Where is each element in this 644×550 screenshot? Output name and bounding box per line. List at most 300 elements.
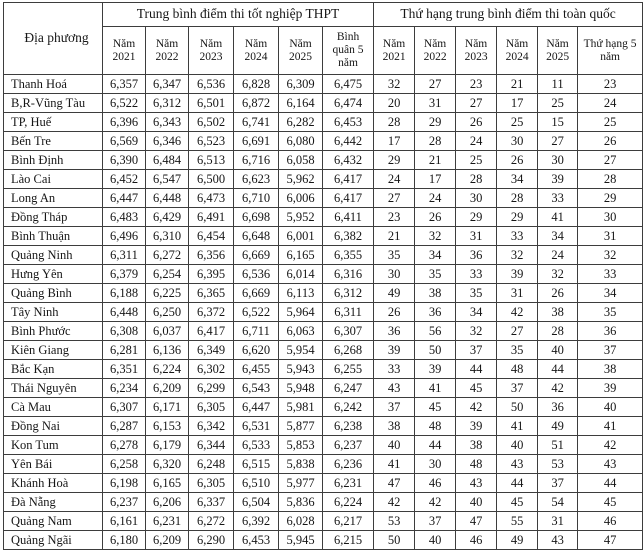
table-row — [4, 360, 643, 379]
rank-average-cell: 39 — [578, 379, 643, 398]
score-average-cell: 6,268 — [323, 341, 374, 360]
score-cell: 6,171 — [146, 398, 189, 417]
rank-average-cell: 42 — [578, 436, 643, 455]
score-cell: 6,513 — [189, 151, 234, 170]
province-cell: Đồng Nai — [4, 417, 103, 436]
rank-cell: 39 — [374, 341, 415, 360]
rank-cell: 34 — [456, 303, 497, 322]
score-average-cell: 6,316 — [323, 265, 374, 284]
score-cell: 6,037 — [146, 322, 189, 341]
rank-average-cell: 35 — [578, 303, 643, 322]
score-cell: 6,741 — [234, 113, 279, 132]
rank-cell: 49 — [497, 531, 538, 550]
province-cell: Bắc Kạn — [4, 360, 103, 379]
score-cell: 6,356 — [189, 246, 234, 265]
rank-cell: 31 — [538, 512, 578, 531]
rank-average-cell: 33 — [578, 265, 643, 284]
score-cell: 6,161 — [103, 512, 146, 531]
score-average-cell: 6,255 — [323, 360, 374, 379]
province-cell: Long An — [4, 189, 103, 208]
score-cell: 6,006 — [279, 189, 323, 208]
score-cell: 6,063 — [279, 322, 323, 341]
rank-cell: 27 — [415, 75, 456, 94]
rank-cell: 17 — [415, 170, 456, 189]
rank-average-cell: 40 — [578, 398, 643, 417]
rank-cell: 55 — [497, 512, 538, 531]
score-cell: 6,308 — [103, 322, 146, 341]
rank-cell: 41 — [538, 208, 578, 227]
score-cell: 5,977 — [279, 474, 323, 493]
table-row — [4, 132, 643, 151]
rank-cell: 40 — [374, 436, 415, 455]
rank-cell: 43 — [497, 455, 538, 474]
score-cell: 6,716 — [234, 151, 279, 170]
rank-cell: 46 — [456, 531, 497, 550]
rank-cell: 42 — [415, 493, 456, 512]
rank-cell: 27 — [374, 189, 415, 208]
rank-cell: 36 — [374, 322, 415, 341]
score-average-cell: 6,231 — [323, 474, 374, 493]
score-average-cell: 6,242 — [323, 398, 374, 417]
rank-cell: 42 — [374, 493, 415, 512]
score-average-cell: 6,417 — [323, 189, 374, 208]
rank-cell: 38 — [456, 436, 497, 455]
score-average-cell: 6,224 — [323, 493, 374, 512]
column-header-score-average: Bình quân 5 năm — [323, 27, 374, 75]
rank-cell: 49 — [538, 417, 578, 436]
province-cell: Kon Tum — [4, 436, 103, 455]
score-cell: 6,515 — [234, 455, 279, 474]
score-cell: 6,164 — [279, 94, 323, 113]
rank-cell: 21 — [497, 75, 538, 94]
score-cell: 6,136 — [146, 341, 189, 360]
score-cell: 6,547 — [146, 170, 189, 189]
column-header-rank-year-2021: Năm 2021 — [374, 27, 415, 75]
rank-cell: 48 — [415, 417, 456, 436]
column-header-province: Địa phương — [4, 3, 103, 75]
column-header-rank-year-2022: Năm 2022 — [415, 27, 456, 75]
rank-cell: 24 — [456, 132, 497, 151]
rank-average-cell: 45 — [578, 493, 643, 512]
score-cell: 6,344 — [189, 436, 234, 455]
rank-average-cell: 30 — [578, 208, 643, 227]
rank-cell: 41 — [497, 417, 538, 436]
rank-cell: 29 — [415, 113, 456, 132]
rank-cell: 30 — [374, 265, 415, 284]
rank-cell: 35 — [374, 246, 415, 265]
score-average-cell: 6,237 — [323, 436, 374, 455]
rank-cell: 28 — [374, 113, 415, 132]
column-header-rank-year-2024: Năm 2024 — [497, 27, 538, 75]
province-cell: Yên Bái — [4, 455, 103, 474]
rank-cell: 32 — [538, 265, 578, 284]
score-average-cell: 6,442 — [323, 132, 374, 151]
rank-cell: 36 — [538, 398, 578, 417]
table-row — [4, 189, 643, 208]
score-average-cell: 6,382 — [323, 227, 374, 246]
score-cell: 6,254 — [146, 265, 189, 284]
score-cell: 6,198 — [103, 474, 146, 493]
score-cell: 6,484 — [146, 151, 189, 170]
score-cell: 6,302 — [189, 360, 234, 379]
score-cell: 6,447 — [103, 189, 146, 208]
province-cell: Bình Phước — [4, 322, 103, 341]
rank-cell: 44 — [456, 360, 497, 379]
rank-cell: 27 — [456, 94, 497, 113]
score-cell: 6,447 — [234, 398, 279, 417]
score-average-cell: 6,453 — [323, 113, 374, 132]
score-cell: 6,379 — [103, 265, 146, 284]
column-header-score-year-2025: Năm 2025 — [279, 27, 323, 75]
province-cell: Thanh Hoá — [4, 75, 103, 94]
rank-cell: 25 — [456, 151, 497, 170]
rank-cell: 56 — [415, 322, 456, 341]
rank-cell: 23 — [374, 208, 415, 227]
rank-cell: 34 — [415, 246, 456, 265]
score-cell: 6,237 — [103, 493, 146, 512]
score-average-cell: 6,247 — [323, 379, 374, 398]
score-cell: 5,952 — [279, 208, 323, 227]
rank-cell: 31 — [456, 227, 497, 246]
score-cell: 5,964 — [279, 303, 323, 322]
score-average-cell: 6,312 — [323, 284, 374, 303]
score-cell: 6,224 — [146, 360, 189, 379]
group-header-row — [4, 3, 643, 27]
score-average-cell: 6,411 — [323, 208, 374, 227]
column-header-score-year-2021: Năm 2021 — [103, 27, 146, 75]
rank-average-cell: 41 — [578, 417, 643, 436]
score-cell: 6,504 — [234, 493, 279, 512]
rank-average-cell: 37 — [578, 341, 643, 360]
province-cell: Thái Nguyên — [4, 379, 103, 398]
table-row — [4, 398, 643, 417]
score-cell: 5,962 — [279, 170, 323, 189]
rank-cell: 32 — [456, 322, 497, 341]
score-cell: 6,188 — [103, 284, 146, 303]
score-average-cell: 6,475 — [323, 75, 374, 94]
score-cell: 6,320 — [146, 455, 189, 474]
rank-cell: 37 — [456, 341, 497, 360]
rank-cell: 53 — [538, 455, 578, 474]
score-cell: 6,231 — [146, 512, 189, 531]
score-cell: 6,483 — [103, 208, 146, 227]
score-cell: 6,209 — [146, 379, 189, 398]
score-cell: 6,623 — [234, 170, 279, 189]
table-row — [4, 341, 643, 360]
province-cell: Khánh Hoà — [4, 474, 103, 493]
score-cell: 6,390 — [103, 151, 146, 170]
score-average-cell: 6,474 — [323, 94, 374, 113]
score-cell: 5,981 — [279, 398, 323, 417]
rank-cell: 45 — [497, 493, 538, 512]
rank-cell: 40 — [415, 531, 456, 550]
province-cell: Hưng Yên — [4, 265, 103, 284]
rank-cell: 49 — [374, 284, 415, 303]
score-cell: 6,058 — [279, 151, 323, 170]
rank-cell: 47 — [456, 512, 497, 531]
rank-cell: 17 — [497, 94, 538, 113]
rank-cell: 24 — [538, 246, 578, 265]
score-cell: 5,948 — [279, 379, 323, 398]
score-cell: 6,206 — [146, 493, 189, 512]
rank-cell: 54 — [538, 493, 578, 512]
province-cell: Cà Mau — [4, 398, 103, 417]
province-cell: Kiên Giang — [4, 341, 103, 360]
score-cell: 6,290 — [189, 531, 234, 550]
score-cell: 6,396 — [103, 113, 146, 132]
score-cell: 6,523 — [189, 132, 234, 151]
score-cell: 5,838 — [279, 455, 323, 474]
score-cell: 6,272 — [146, 246, 189, 265]
province-cell: TP, Huế — [4, 113, 103, 132]
rank-cell: 23 — [456, 75, 497, 94]
score-average-cell: 6,307 — [323, 322, 374, 341]
province-cell: Bình Thuận — [4, 227, 103, 246]
score-cell: 5,945 — [279, 531, 323, 550]
rank-cell: 29 — [456, 208, 497, 227]
score-cell: 6,502 — [189, 113, 234, 132]
score-cell: 6,248 — [189, 455, 234, 474]
score-cell: 6,448 — [146, 189, 189, 208]
rank-cell: 38 — [374, 417, 415, 436]
rank-cell: 25 — [497, 113, 538, 132]
score-cell: 6,278 — [103, 436, 146, 455]
score-cell: 6,691 — [234, 132, 279, 151]
rank-cell: 26 — [456, 113, 497, 132]
score-cell: 6,620 — [234, 341, 279, 360]
rank-cell: 51 — [538, 436, 578, 455]
table-row — [4, 284, 643, 303]
province-cell: Quảng Nam — [4, 512, 103, 531]
score-cell: 6,305 — [189, 398, 234, 417]
rank-average-cell: 24 — [578, 94, 643, 113]
score-cell: 6,395 — [189, 265, 234, 284]
rank-cell: 28 — [538, 322, 578, 341]
rank-cell: 33 — [456, 265, 497, 284]
score-cell: 6,337 — [189, 493, 234, 512]
table-row — [4, 436, 643, 455]
table-row — [4, 113, 643, 132]
score-cell: 6,365 — [189, 284, 234, 303]
rank-cell: 35 — [497, 341, 538, 360]
score-cell: 6,307 — [103, 398, 146, 417]
rank-cell: 32 — [497, 246, 538, 265]
rank-cell: 41 — [415, 379, 456, 398]
rank-cell: 33 — [538, 189, 578, 208]
rank-cell: 28 — [456, 170, 497, 189]
rank-cell: 28 — [497, 189, 538, 208]
score-cell: 6,299 — [189, 379, 234, 398]
score-cell: 6,001 — [279, 227, 323, 246]
province-cell: Lào Cai — [4, 170, 103, 189]
rank-average-cell: 38 — [578, 360, 643, 379]
rank-average-cell: 31 — [578, 227, 643, 246]
rank-cell: 41 — [374, 455, 415, 474]
column-group-scores: Trung bình điểm thi tốt nghiệp THPT — [103, 3, 374, 27]
rank-cell: 50 — [374, 531, 415, 550]
rank-cell: 27 — [497, 322, 538, 341]
rank-cell: 26 — [415, 208, 456, 227]
rank-cell: 35 — [456, 284, 497, 303]
score-cell: 6,180 — [103, 531, 146, 550]
rank-cell: 42 — [538, 379, 578, 398]
score-cell: 6,080 — [279, 132, 323, 151]
score-cell: 6,669 — [234, 246, 279, 265]
score-cell: 6,491 — [189, 208, 234, 227]
rank-cell: 44 — [497, 474, 538, 493]
rank-cell: 42 — [497, 303, 538, 322]
province-cell: Bình Định — [4, 151, 103, 170]
score-cell: 6,522 — [103, 94, 146, 113]
province-cell: B,R-Vũng Tàu — [4, 94, 103, 113]
table-row — [4, 455, 643, 474]
table-row — [4, 227, 643, 246]
score-cell: 6,272 — [189, 512, 234, 531]
score-cell: 6,312 — [146, 94, 189, 113]
score-cell: 6,028 — [279, 512, 323, 531]
rank-cell: 36 — [456, 246, 497, 265]
table-row — [4, 94, 643, 113]
rank-cell: 29 — [497, 208, 538, 227]
table-row — [4, 474, 643, 493]
score-cell: 6,372 — [189, 303, 234, 322]
rank-average-cell: 27 — [578, 151, 643, 170]
score-cell: 5,943 — [279, 360, 323, 379]
score-cell: 6,281 — [103, 341, 146, 360]
rank-cell: 46 — [415, 474, 456, 493]
score-cell: 6,287 — [103, 417, 146, 436]
rank-average-cell: 29 — [578, 189, 643, 208]
score-cell: 6,250 — [146, 303, 189, 322]
score-cell: 6,305 — [189, 474, 234, 493]
rank-average-cell: 46 — [578, 512, 643, 531]
score-cell: 6,510 — [234, 474, 279, 493]
rank-average-cell: 44 — [578, 474, 643, 493]
score-cell: 6,648 — [234, 227, 279, 246]
rank-cell: 53 — [374, 512, 415, 531]
rank-cell: 29 — [374, 151, 415, 170]
score-cell: 6,501 — [189, 94, 234, 113]
rank-cell: 47 — [374, 474, 415, 493]
rank-cell: 28 — [415, 132, 456, 151]
rank-cell: 37 — [374, 398, 415, 417]
rank-cell: 35 — [415, 265, 456, 284]
score-cell: 5,954 — [279, 341, 323, 360]
rank-average-cell: 28 — [578, 170, 643, 189]
rank-cell: 39 — [538, 170, 578, 189]
rank-cell: 48 — [456, 455, 497, 474]
rank-cell: 37 — [497, 379, 538, 398]
score-average-cell: 6,217 — [323, 512, 374, 531]
score-cell: 6,569 — [103, 132, 146, 151]
table-row — [4, 531, 643, 550]
score-cell: 6,496 — [103, 227, 146, 246]
rank-cell: 21 — [415, 151, 456, 170]
score-cell: 6,500 — [189, 170, 234, 189]
rank-average-cell: 36 — [578, 322, 643, 341]
province-cell: Quảng Ngãi — [4, 531, 103, 550]
rank-cell: 24 — [374, 170, 415, 189]
score-cell: 6,165 — [279, 246, 323, 265]
score-average-cell: 6,238 — [323, 417, 374, 436]
exam-score-table — [3, 2, 643, 550]
score-cell: 6,349 — [189, 341, 234, 360]
rank-average-cell: 34 — [578, 284, 643, 303]
province-cell: Đà Nẵng — [4, 493, 103, 512]
score-cell: 6,711 — [234, 322, 279, 341]
rank-cell: 40 — [456, 493, 497, 512]
table-row — [4, 246, 643, 265]
rank-cell: 15 — [538, 113, 578, 132]
score-cell: 6,669 — [234, 284, 279, 303]
rank-cell: 43 — [374, 379, 415, 398]
score-cell: 6,310 — [146, 227, 189, 246]
score-cell: 6,533 — [234, 436, 279, 455]
score-cell: 6,392 — [234, 512, 279, 531]
table-row — [4, 151, 643, 170]
score-average-cell: 6,236 — [323, 455, 374, 474]
table-header — [4, 3, 643, 75]
score-average-cell: 6,432 — [323, 151, 374, 170]
rank-cell: 33 — [374, 360, 415, 379]
rank-cell: 37 — [415, 512, 456, 531]
score-average-cell: 6,355 — [323, 246, 374, 265]
rank-cell: 37 — [538, 474, 578, 493]
rank-cell: 30 — [497, 132, 538, 151]
rank-cell: 25 — [538, 94, 578, 113]
score-cell: 6,453 — [234, 531, 279, 550]
rank-average-cell: 47 — [578, 531, 643, 550]
score-cell: 6,346 — [146, 132, 189, 151]
rank-cell: 36 — [415, 303, 456, 322]
table-body — [4, 75, 643, 550]
rank-cell: 26 — [538, 284, 578, 303]
rank-cell: 34 — [497, 170, 538, 189]
score-cell: 6,225 — [146, 284, 189, 303]
rank-cell: 34 — [538, 227, 578, 246]
province-cell: Quảng Ninh — [4, 246, 103, 265]
score-cell: 6,311 — [103, 246, 146, 265]
score-average-cell: 6,417 — [323, 170, 374, 189]
score-cell: 6,710 — [234, 189, 279, 208]
rank-cell: 38 — [415, 284, 456, 303]
table-row — [4, 170, 643, 189]
score-cell: 6,455 — [234, 360, 279, 379]
rank-cell: 11 — [538, 75, 578, 94]
column-header-score-year-2024: Năm 2024 — [234, 27, 279, 75]
score-cell: 6,454 — [189, 227, 234, 246]
score-cell: 6,698 — [234, 208, 279, 227]
rank-cell: 30 — [456, 189, 497, 208]
table-row — [4, 379, 643, 398]
rank-cell: 40 — [538, 341, 578, 360]
column-header-rank-year-2025: Năm 2025 — [538, 27, 578, 75]
score-cell: 6,351 — [103, 360, 146, 379]
score-cell: 6,536 — [189, 75, 234, 94]
rank-cell: 44 — [538, 360, 578, 379]
rank-cell: 33 — [497, 227, 538, 246]
column-group-ranks: Thứ hạng trung bình điểm thi toàn quốc — [374, 3, 643, 27]
rank-average-cell: 43 — [578, 455, 643, 474]
rank-average-cell: 32 — [578, 246, 643, 265]
rank-cell: 17 — [374, 132, 415, 151]
rank-cell: 26 — [374, 303, 415, 322]
score-cell: 6,113 — [279, 284, 323, 303]
table-row — [4, 75, 643, 94]
rank-cell: 32 — [415, 227, 456, 246]
score-cell: 5,853 — [279, 436, 323, 455]
province-cell: Đồng Tháp — [4, 208, 103, 227]
